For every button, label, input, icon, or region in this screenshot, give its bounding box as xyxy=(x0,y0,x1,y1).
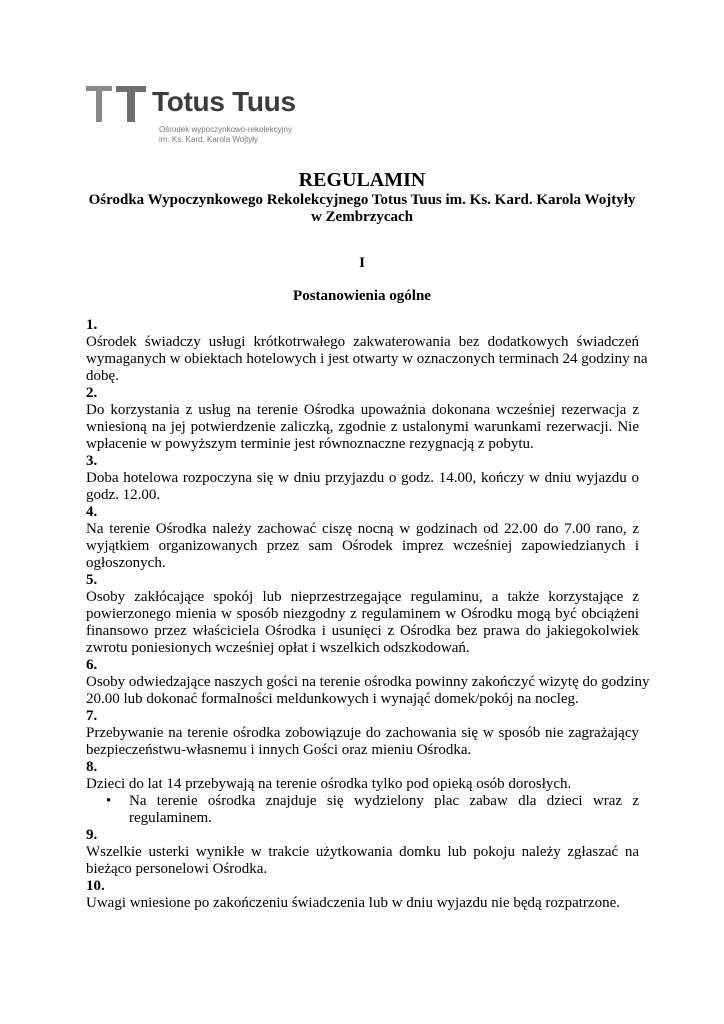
item-number: 9. xyxy=(86,827,98,843)
item-text-line: bieżąco personelowi Ośrodka. xyxy=(86,861,268,877)
item-text-line: Osoby odwiedzające naszych gości na terenie ośrodka powinny zakończyć wizytę do godziny xyxy=(86,674,650,690)
bullet-text-line: Na terenie ośrodka znajduje się wydzielony plac zabaw dla dzieci wraz z xyxy=(129,793,639,809)
logo-name: Totus Tuus xyxy=(152,86,296,117)
bullet-icon: • xyxy=(106,793,112,809)
item-number: 4. xyxy=(86,504,98,520)
item-text-line: Na terenie Ośrodka należy zachować ciszę nocną w godzinach od 22.00 do 7.00 rano, z xyxy=(86,521,639,537)
item-text-line: Uwagi wniesione po zakończeniu świadczenia lub w dniu wyjazdu nie będą rozpatrzone. xyxy=(86,895,620,911)
item-text-line: wymaganych w obiektach hotelowych i jest otwarty w oznaczonych terminach 24 godziny na xyxy=(86,351,648,367)
item-text-line: ogłoszonych. xyxy=(86,555,166,571)
item-text-line: Dzieci do lat 14 przebywają na terenie ośrodka tylko pod opieką osób dorosłych. xyxy=(86,776,572,792)
item-number: 5. xyxy=(86,572,98,588)
document-subtitle-location: w Zembrzycach xyxy=(310,209,414,225)
item-text-line: Wszelkie usterki wynikłe w trakcie użytkowania domku lub pokoju należy zgłaszać na xyxy=(86,844,639,860)
item-text-line: Przebywanie na terenie ośrodka zobowiązuje do zachowania się w sposób nie zagrażający xyxy=(86,725,639,741)
item-number: 3. xyxy=(86,453,98,469)
item-text-line: wpłacenie w powyższym terminie jest równoznaczne rezygnacją z pobytu. xyxy=(86,436,534,452)
regulation-item xyxy=(86,453,639,504)
item-text-line: wyjątkiem organizowanych przez sam Ośrodek imprez wcześniej zapowiedzianych i xyxy=(86,538,639,554)
bullet-text-line: regulaminem. xyxy=(129,810,212,826)
tt-logo-icon xyxy=(86,86,148,122)
regulation-item xyxy=(86,572,639,657)
logo-subtitle-line: Ośrodek wypoczynkowo-rekolekcyjny xyxy=(159,125,292,134)
item-text-line: Doba hotelowa rozpoczyna się w dniu przyjazdu o godz. 14.00, kończy w dniu wyjazdu o xyxy=(86,470,639,486)
regulation-item xyxy=(86,759,639,827)
document-subtitle: Ośrodka Wypoczynkowego Rekolekcyjnego Totus Tuus im. Ks. Kard. Karola Wojtyły xyxy=(88,192,636,208)
item-number: 2. xyxy=(86,385,98,401)
section-title: Postanowienia ogólne xyxy=(293,288,431,304)
item-text-line: dobę. xyxy=(86,368,119,384)
item-number: 7. xyxy=(86,708,98,724)
regulation-item xyxy=(86,827,639,878)
regulation-item xyxy=(86,878,639,912)
item-number: 6. xyxy=(86,657,98,673)
item-text-line: Osoby zakłócające spokój lub nieprzestrzegające regulaminu, a także korzystające z xyxy=(86,589,639,605)
document-title: REGULAMIN xyxy=(298,169,426,191)
regulation-item xyxy=(86,385,639,453)
item-number: 1. xyxy=(86,317,98,333)
item-text-line: finansowo przez właściciela Ośrodka i usunięci z Ośrodka bez prawa do jakiegokolwiek xyxy=(86,623,639,639)
item-text-line: bezpieczeństwu-własnemu i innych Gości oraz mieniu Ośrodka. xyxy=(86,742,472,758)
logo-subtitle-line: im. Ks. Kard. Karola Wojtyły xyxy=(159,135,258,144)
item-text-line: powierzonego mienia w sposób niezgodny z regulaminem w Ośrodku mogą być obciążeni xyxy=(86,606,639,622)
item-text-line: godz. 12.00. xyxy=(86,487,161,503)
regulation-item xyxy=(86,317,648,385)
totus-tuus-logo xyxy=(86,84,306,148)
regulation-item xyxy=(86,708,639,759)
bullet-item xyxy=(86,793,639,827)
item-text-line: Do korzystania z usług na terenie Ośrodka upoważnia dokonana wcześniej rezerwacja z xyxy=(86,402,639,418)
item-text-line: Ośrodek świadczy usługi krótkotrwałego zakwaterowania bez dodatkowych świadczeń xyxy=(86,334,639,350)
section-number: I xyxy=(359,255,365,271)
regulation-item xyxy=(86,504,639,572)
regulation-item xyxy=(86,657,650,708)
item-number: 8. xyxy=(86,759,98,775)
item-text-line: wniesioną na jej potwierdzenie zaliczką, zgodnie z ustalonymi warunkami rezerwacji. Nie xyxy=(86,419,639,435)
regulations-list xyxy=(86,317,650,912)
logo-subtitle xyxy=(159,125,292,145)
item-text-line: zwrotu poniesionych wcześniej opłat i wszelkich odszkodowań. xyxy=(86,640,470,656)
item-text-line: 20.00 lub dokonać formalności meldunkowych i wynająć domek/pokój na nocleg. xyxy=(86,691,579,707)
item-number: 10. xyxy=(86,878,105,894)
